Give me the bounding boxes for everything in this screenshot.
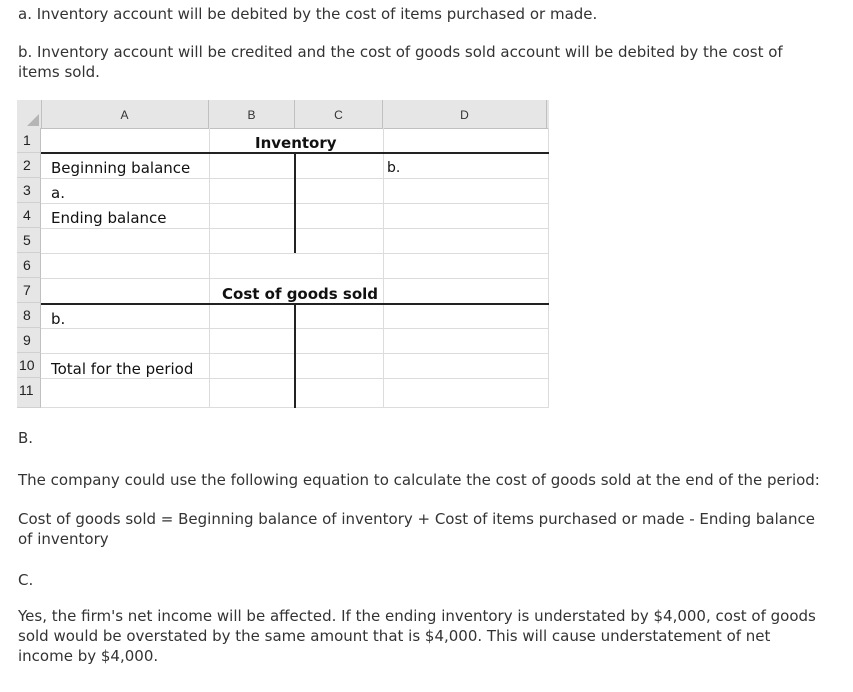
row-header-8[interactable]: 8 [17,303,41,328]
row-header-2[interactable]: 2 [17,153,41,178]
gridline [383,128,384,408]
row-header-7[interactable]: 7 [17,278,41,303]
answer-b: b. Inventory account will be credited and the cost of goods sold account will be debited by the cost of items sold. [18,43,783,81]
inventory-t-account-stem [294,153,296,253]
section-b-text: The company could use the following equation to calculate the cost of goods sold at the end of the period: [18,471,820,489]
cell-a4: Ending balance [51,209,167,227]
cell-c2: b. [387,160,401,176]
cogs-t-account-stem [294,304,296,408]
spreadsheet [17,100,549,408]
section-b-label: B. [18,429,34,447]
gridline [41,253,549,254]
select-all-corner[interactable] [17,100,42,128]
answer-a: a. Inventory account will be debited by the cost of items purchased or made. [18,5,598,23]
column-header-c[interactable]: C [295,100,383,128]
gridline [209,128,210,408]
gridline [41,278,549,279]
cell-a3: a. [51,184,65,202]
column-header-b[interactable]: B [209,100,295,128]
row-header-4[interactable]: 4 [17,203,41,228]
section-c-text: Yes, the firm's net income will be affected. If the ending inventory is understated by $4,000, cost of goods sold would be overstated by the same amount that is $4,000. This will cause understatement of net income by $4,000. [18,607,816,665]
row-header-11[interactable]: 11 [17,378,41,408]
column-header-d[interactable]: D [383,100,547,128]
row-header-1[interactable]: 1 [17,128,41,153]
cell-a10: Total for the period [51,360,194,378]
cell-a2: Beginning balance [51,159,191,177]
cogs-title: Cost of goods sold [222,285,379,303]
inventory-title: Inventory [255,134,337,152]
row-header-9[interactable]: 9 [17,328,41,353]
row-header-10[interactable]: 10 [17,353,41,378]
cell-a8: b. [51,310,66,328]
row-header-3[interactable]: 3 [17,178,41,203]
section-c-label: C. [18,571,34,589]
row-header-5[interactable]: 5 [17,228,41,253]
cogs-equation: Cost of goods sold = Beginning balance of inventory + Cost of items purchased or made - Ending balance of inventory [18,510,815,548]
row-header-6[interactable]: 6 [17,253,41,278]
gridline [548,128,549,408]
column-header-a[interactable]: A [41,100,209,128]
